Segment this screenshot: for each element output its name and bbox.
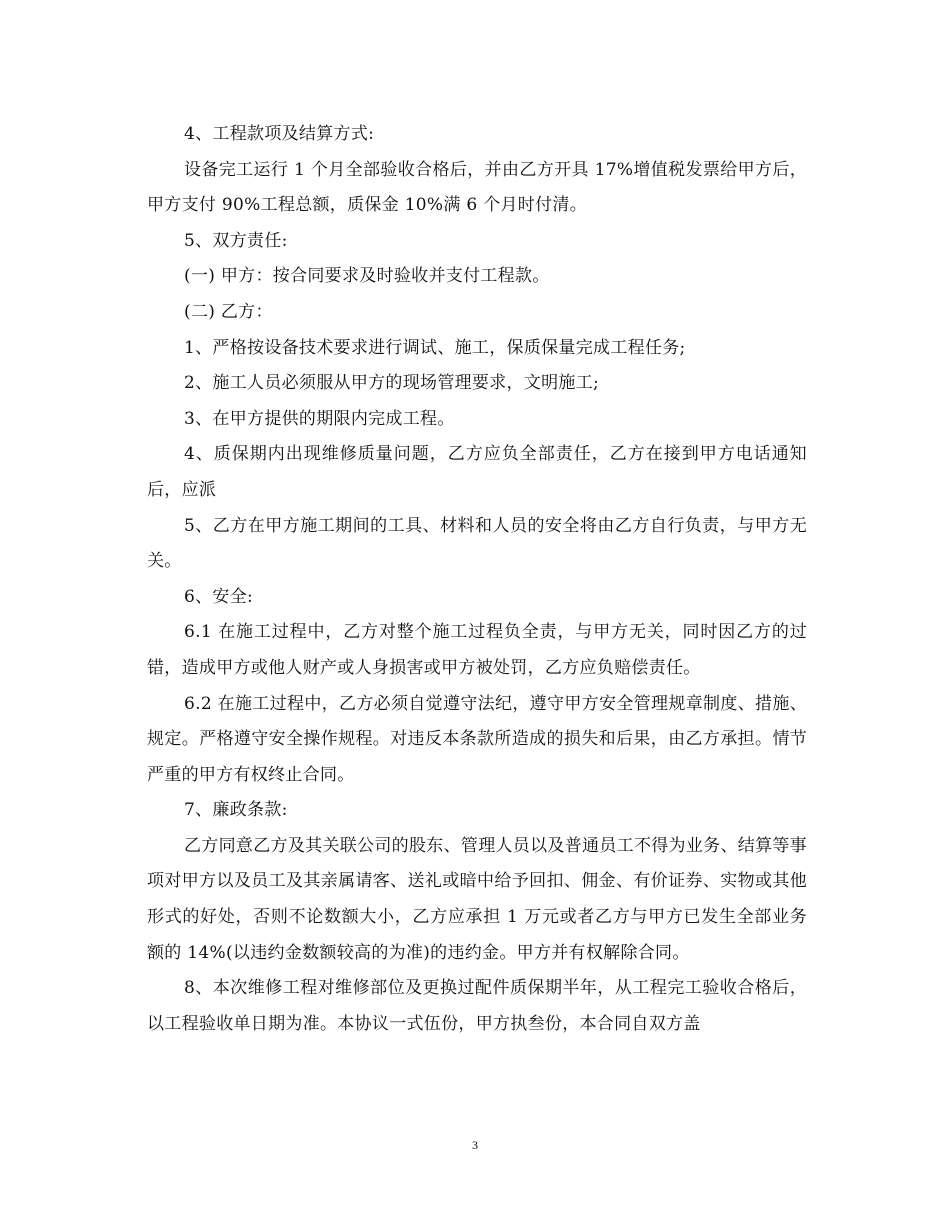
paragraph-payment-terms: 设备完工运行 1 个月全部验收合格后，并由乙方开具 17%增值税发票给甲方后，甲方支付 90%工程总额，质保金 10%满 6 个月时付清。 — [147, 159, 807, 216]
list-item-2: 2、施工人员必须服从甲方的现场管理要求，文明施工; — [184, 373, 600, 394]
list-item-5: 5、乙方在甲方施工期间的工具、材料和人员的安全将由乙方自行负责，与甲方无关。 — [147, 515, 807, 572]
list-item-1: 1、严格按设备技术要求进行调试、施工，保质保量完成工程任务; — [184, 337, 686, 358]
section-heading-responsibilities: 5、双方责任: — [184, 230, 288, 251]
paragraph-party-b: (二) 乙方： — [184, 301, 273, 322]
paragraph-safety-6-1: 6.1 在施工过程中，乙方对整个施工过程负全责，与甲方无关，同时因乙方的过错，造成甲方或他人财产或人身损害或甲方被处罚，乙方应负赔偿责任。 — [147, 622, 807, 678]
list-item-4: 4、质保期内出现维修质量问题，乙方应负全部责任，乙方在接到甲方电话通知后，应派 — [147, 444, 807, 500]
page-number: 3 — [472, 1138, 478, 1152]
paragraph-party-a: (一) 甲方：按合同要求及时验收并支付工程款。 — [184, 266, 550, 287]
document-body — [147, 117, 807, 1042]
list-item-3: 3、在甲方提供的期限内完成工程。 — [184, 408, 455, 429]
section-heading-safety: 6、安全: — [184, 586, 254, 607]
paragraph-integrity-clause: 乙方同意乙方及其关联公司的股东、管理人员以及普通员工不得为业务、结算等事项对甲方以及员工及其亲属请客、送礼或暗中给予回扣、佣金、有价证券、实物或其他形式的好处，否则不论数额大小，乙方应承担 1 万元或者乙方与甲方已发生全部业务额的 14%(以违约金数额较高的为准)的违约金。甲方并有权解除合同。 — [147, 835, 807, 963]
paragraph-safety-6-2: 6.2 在施工过程中，乙方必须自觉遵守法纪，遵守甲方安全管理规章制度、措施、规定。严格遵守安全操作规程。对违反本条款所造成的损失和后果，由乙方承担。情节严重的甲方有权终止合同。 — [147, 693, 807, 785]
section-heading-payment: 4、工程款项及结算方式: — [184, 124, 375, 144]
section-heading-integrity: 7、廉政条款: — [184, 800, 288, 821]
paragraph-warranty: 8、本次维修工程对维修部位及更换过配件质保期半年，从工程完工验收合格后，以工程验收单日期为准。本协议一式伍份，甲方执叁份，本合同自双方盖 — [147, 978, 807, 1034]
